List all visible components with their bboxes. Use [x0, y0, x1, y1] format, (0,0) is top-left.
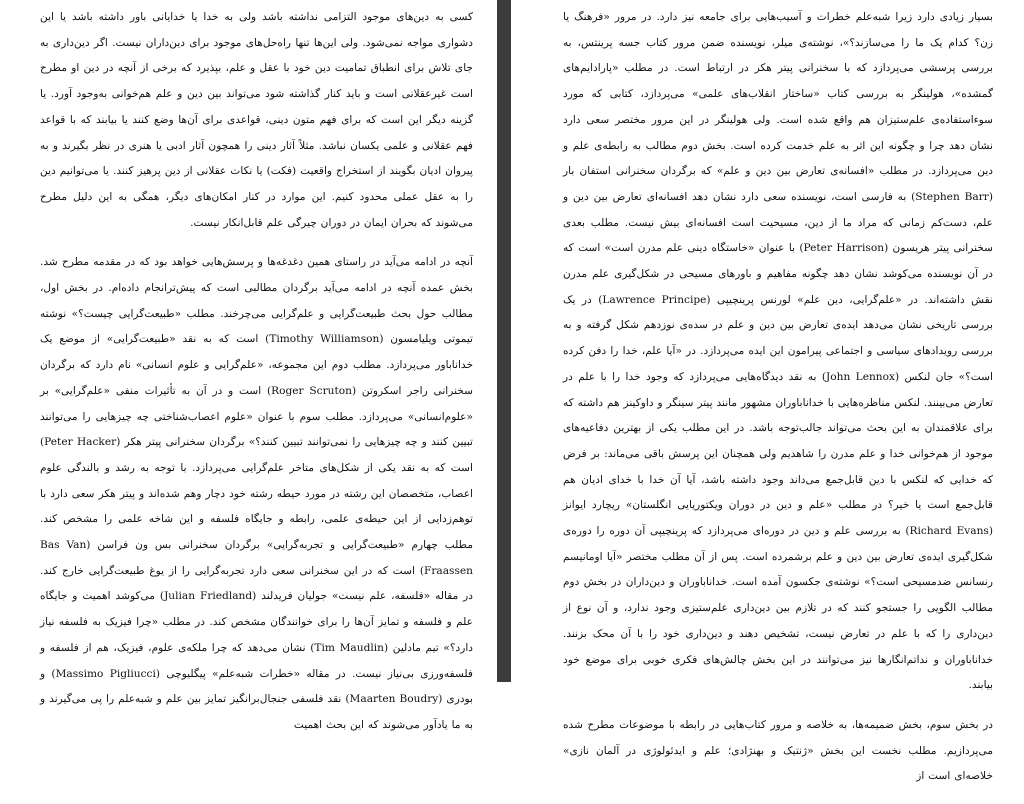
right-page-text-column [563, 5, 993, 804]
right-page [511, 0, 1024, 783]
book-gutter-divider [497, 0, 511, 682]
right-paragraph-2: در بخش سوم، بخش ضمیمه‌ها، به خلاصه و مرور کتاب‌هایی در رابطه با موضوعات مطرح شده می‌پردازیم. مطلب نخست این بخش «ژنتیک و بهنژادی؛ علم و ایدئولوژی در آلمان نازی» خلاصه‌ای است از [563, 718, 993, 783]
left-paragraph-1: کسی به دین‌های موجود التزامی نداشته باشد ولی به خدا یا خدایانی باور داشته باشد یا این دشواری مواجه نمی‌شود. ولی این‌ها تنها راه‌حل‌های موجود برای دین‌داران نیست. اگر دین‌داری به جای تلاش برای انطباق تمامیت دین خود با عقل و علم، بپذیرد که برخی از آنچه در دین او مطرح است غیرعقلانی است و باید کنار گذاشته شود می‌تواند بین دین و علم هم‌خوانی به‌وجود آورد. یا گزینه دیگر این است که برای فهم متون دینی، قواعدی برای آن‌ها وضع کنند یا بیابند که با قواعد فهم عقلانی و علمی یکسان نباشد. مثلاً آثار دینی را همچون آثار ادبی یا هنری در نظر بگیرند و به پیروان ادیان بگویند از استخراج واقعیت (فکت) یا نکات عقلانی از دین پرهیز کنند. یا می‌توانیم دین را به عقل عملی محدود کنیم. این موارد در کنار امکان‌های دیگر، همگی به این دلیل مطرح می‌شوند که بحران ایمان در دوران چیرگی علم قابل‌انکار نیست. [40, 11, 473, 229]
left-paragraph-2: آنچه در ادامه می‌آید در راستای همین دغدغه‌ها و پرسش‌هایی خواهد بود که در مقدمه مطرح شد. بخش عمده آنچه در ادامه می‌آید برگردان مطالبی است که پیش‌تر‌انجام داده‌ام. در بخش اول، مطالب حول بحث طبیعت‌گرایی و علم‌گرایی می‌چرخند. مطلب «طبیعت‌گرایی چیست؟» نوشته تیموتی ویلیامسون (Timothy Williamson) است که به نقد «طبیعت‌گرایی» از موضع یک خداناباور می‌پردازد. مطلب دوم این مجموعه، «علم‌گرایی و علوم انسانی» نام دارد که برگردان سخنرانی راجر اسکروتن (Roger Scruton) است و در آن به تأثیرات منفی «علم‌گرایی» بر «علوم‌انسانی» می‌پردازد. مطلب سوم با عنوان «علوم اعصاب‌شناختی چه چیزهایی را می‌توانند تبیین کنند و چه چیزهایی را نمی‌توانند تبیین کنند؟» برگردان سخنرانی پیتر هکر (Peter Hacker) است که به نقد یکی از شکل‌های متاخر علم‌گرایی می‌پردازد. با توجه به رشد و بالندگی علوم اعصاب، متخصصان این رشته در مورد حیطه رشته خود دچار وهم شده‌اند و پیتر هکر سعی دارد با توهم‌زدایی از این حیطه‌ی علمی، رابطه و جایگاه فلسفه و این شاخه علمی را مشخص کند. مطلب چهارم «طبیعت‌گرایی و تجربه‌گرایی» برگردان سخنرانی بس ون فراسن (Bas Van Fraassen) است که در این سخنرانی سعی دارد تجربه‌گرایی را از یوغ طبیعت‌گرایی خارج کند. در مقاله «فلسفه، علم نیست» جولیان فریدلند (Julian Friedland) می‌کوشد اهمیت و جایگاه علم و فلسفه و تمایز آن‌ها را برای خوانندگان مشخص کند. در مطلب «چرا فیزیک به فلسفه نیاز دارد؟» تیم مادلین (Tim Maudlin) نشان می‌دهد که چرا ملکه‌ی علوم، فیزیک، هم از فلسفه و فلسفه‌ورزی بی‌نیاز نیست. در مقاله «خطرات شبه‌علم» پیگلیوچی (Massimo Pigliucci) و بودری (Maarten Boudry) نقد فلسفی جنجال‌برانگیز تمایز بین علم و شبه‌علم را پی می‌گیرند و به ما یادآور می‌شوند که این بحث اهمیت [40, 256, 474, 731]
right-paragraph-1: بسیار زیادی دارد زیرا شبه‌علم خطرات و آسیب‌هایی برای جامعه نیز دارد. در مرور «فرهنگ یا زن؟ کدام یک ما را می‌سازند؟»، نوشته‌ی میلر، نویسنده ضمن مرور کتاب جسه پرینتس، به بررسی پرسشی می‌پردازد که با سخنرانی پیتر هکر در ارتباط است. در مطلب «پارادایم‌های گمشده»، هولینگر به بررسی کتاب «ساختار انقلاب‌های علمی» می‌پردازد، کتابی که مورد سوءاستفاده‌ی علم‌ستیزان هم واقع شده است. ولی هولینگر در این مرور مختصر سعی دارد نشان دهد چرا و چگونه این اثر به علم خدمت کرده است. بخش دوم مطالب به رابطه‌ی علم و دین می‌پردازد. در مطلب «افسانه‌ی تعارض بین دین و علم» که برگردان سخنرانی استفان بار (Stephen Barr) به فارسی است، نویسنده سعی دارد نشان دهد افسانه‌ای تعارض بین دین و علم، دست‌کم زمانی که مراد ما از دین، مسیحیت است افسانه‌ای بیش نیست. مطلب بعدی سخنرانی پیتر هریسون (Peter Harrison) با عنوان «خاستگاه دینی علم مدرن است» است که در آن نویسنده می‌کوشد نشان دهد چگونه مفاهیم و باورهای مسیحی در شکل‌گیری علم مدرن نقش داشته‌اند. در «علم‌گرایی، دین علم» لورنس پرینچیپی (Lawrence Principe) در یک بررسی تاریخی نشان می‌دهد ایده‌ی تعارض بین دین و علم در سده‌ی نوزدهم شکل گرفته و به بررسی رویدادهای سیاسی و اجتماعی پیرامون این ایده می‌پردازد. در «آیا علم، خدا را دفن کرده است؟» جان لنکس (John Lennox) به نقد دیدگاه‌هایی می‌پردازد که وجود خدا را با علم در تعارض می‌بینند. لنکس مناظره‌هایی با خداناباوران مشهور مانند پیتر سینگر و داوکینز هم داشته که برای علاقمندان به این بحث می‌تواند جالب‌توجه باشد. در این مطلب یکی از بهترین دفاعیه‌های موجود از هم‌خوانی خدا و علم مدرن را شاهدیم ولی همچنان این پرسش باقی می‌ماند: بر فرض که خدایی که لنکس با دین قابل‌جمع می‌داند وجود داشته باشد، آیا آن خدا با خدای ادیان هم قابل‌جمع است یا خیر؟ در مطلب «علم و دین در دوران ویکتوریایی انگلستان» ریچارد ایوانز (Richard Evans) به بررسی علم و دین در دوره‌ای می‌پردازد که پرینچیپی آن دوره را دوره‌ی شکل‌گیری ایده‌ی تعارض بین دین و علم برشمرده است. پس از آن مطلب مختصر «آیا اومانیسم رنسانس ضدمسیحی است؟» نوشته‌ی جکسون آمده است. خداناباوران و دین‌داران در بخش دوم مطالب الگویی را جستجو کنند که در تلازم بین دین‌داری علم‌ستیزی وجود ندارد، و آن نوع از دین‌داری را که با علم در تعارض نیست، تشخیص دهند و دین‌داری خود را با آن محک بزنند. خداناباوران و نداتم‌انگارها نیز می‌توانند در این بخش چالش‌های فکری خوبی برای موضع خود بیابند. [563, 11, 994, 692]
left-page [0, 0, 497, 731]
left-page-text-column [40, 5, 473, 753]
